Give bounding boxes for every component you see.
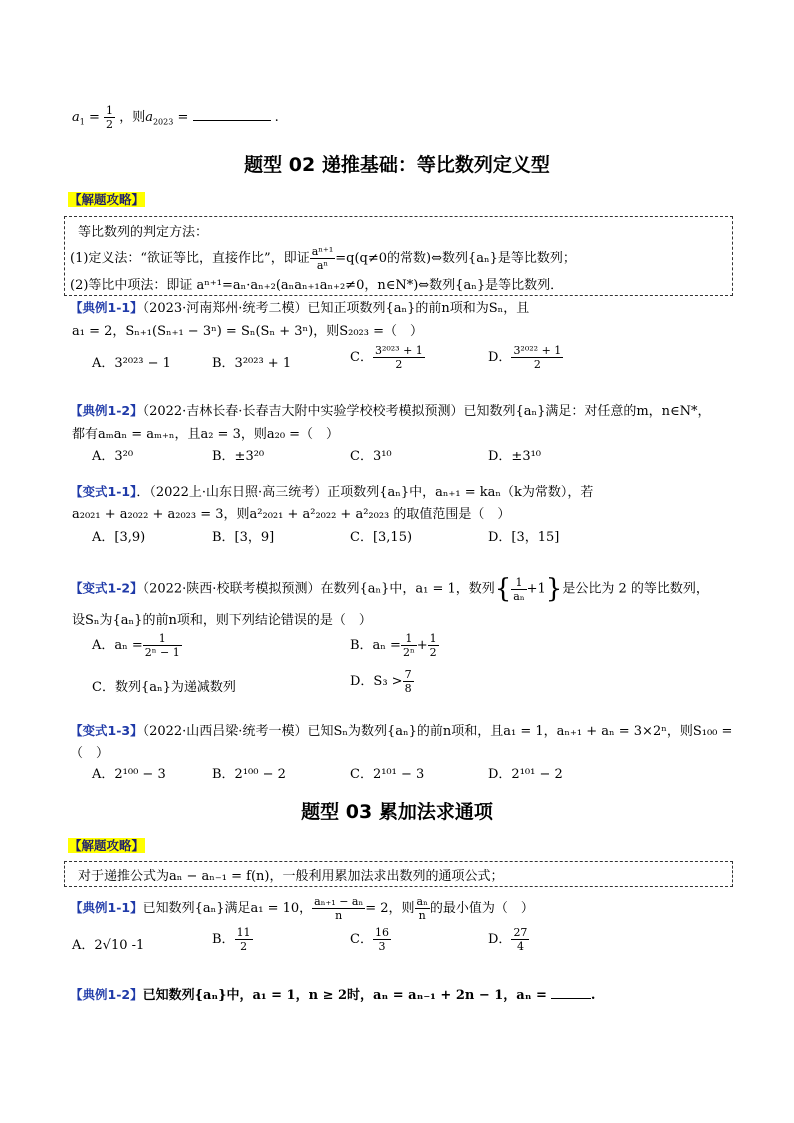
option-a[interactable]: A．3²⁰ xyxy=(92,449,134,464)
variant-1-3 xyxy=(70,720,732,739)
d-fraction xyxy=(511,344,563,371)
d-n: 27 xyxy=(513,926,528,939)
a-label: A．aₙ = xyxy=(92,638,143,653)
tag-text: 【解题攻略】 xyxy=(69,838,145,853)
variant-1-3-line2: （ ） xyxy=(70,746,110,761)
option-b[interactable]: B．3²⁰²³ + 1 xyxy=(212,356,292,371)
c-label: C． xyxy=(350,350,373,365)
brace-close: } xyxy=(545,574,563,604)
option-d[interactable]: D．±3¹⁰ xyxy=(488,449,542,464)
b-n1: 1 xyxy=(401,632,417,646)
section-03-tag xyxy=(68,836,145,854)
d-fraction xyxy=(403,668,414,695)
top-line xyxy=(72,104,279,131)
option-d[interactable] xyxy=(488,926,529,953)
d-label: D．S₃ > xyxy=(350,674,403,689)
ex-text-a: 已知数列{aₙ}满足a₁ = 10， xyxy=(142,901,313,916)
eq-sign: = xyxy=(89,110,100,125)
c-d: 2 xyxy=(395,358,403,371)
variant-1-2 xyxy=(70,574,709,604)
variant-1-1-line2: a₂₀₂₁ + a₂₀₂₂ + a₂₀₂₃ = 3，则a²₂₀₂₁ + a²₂₀₂₂ + a²₂₀₂₃ 的取值范围是（ ） xyxy=(72,507,511,522)
option-a[interactable]: A．2¹⁰⁰ − 3 xyxy=(92,767,166,782)
option-b[interactable] xyxy=(350,632,439,659)
fraction-half xyxy=(104,104,115,131)
b-d1: 2ⁿ xyxy=(402,646,415,659)
option-c[interactable]: C．数列{aₙ}为递减数列 xyxy=(92,680,236,695)
ex-tag: 【典例1-2】 xyxy=(70,403,143,418)
d-label: D． xyxy=(488,932,512,947)
b-n2: 1 xyxy=(429,632,437,645)
ex-text: （2023·河南郑州·统考二模）已知正项数列{aₙ}的前n项和为Sₙ，且 xyxy=(142,301,530,316)
example-1-1 xyxy=(70,297,529,316)
variant-1-2-line2: 设Sₙ为{aₙ}的前n项和，则下列结论错误的是（ ） xyxy=(72,613,372,628)
c-fraction xyxy=(373,926,391,953)
d-n: 3²⁰²² + 1 xyxy=(513,344,562,357)
ex-tag: 【典例1-1】 xyxy=(70,300,143,315)
d-label: D． xyxy=(488,350,512,365)
d-fraction xyxy=(511,926,529,953)
top-mid: ，则 xyxy=(119,110,146,125)
b-label: B．aₙ = xyxy=(350,638,401,653)
top-end: . xyxy=(274,110,279,125)
option-c[interactable]: C．[3,15) xyxy=(350,530,413,545)
eq-sign-2: = xyxy=(177,110,189,125)
brace-n: 1 xyxy=(511,576,526,590)
a-fraction xyxy=(143,632,182,659)
frac-den: 2 xyxy=(106,118,114,131)
ex-tag: 【变式1-2】 xyxy=(70,580,143,596)
rule1-fn: aⁿ⁺¹ xyxy=(311,245,334,258)
example-1-1-line2: a₁ = 2，Sₙ₊₁(Sₙ₊₁ − 3ⁿ) = Sₙ(Sₙ + 3ⁿ)，则S₂₀₂₃ =（ ） xyxy=(72,324,423,339)
tag-text: 【解题攻略】 xyxy=(69,192,145,207)
ex-tag: 【典例1-2】 xyxy=(70,987,143,1002)
c-fraction xyxy=(373,344,425,371)
d-d: 4 xyxy=(516,940,524,953)
section-02-title: 题型 02 递推基础：等比数列定义型 xyxy=(244,154,550,176)
b-fraction-2 xyxy=(428,632,439,659)
option-c[interactable]: C．2¹⁰¹ − 3 xyxy=(350,767,425,782)
ex-text: （2022·山西吕梁·统考一模）已知Sₙ为数列{aₙ}的前n项和，且a₁ = 1，aₙ₊₁ + aₙ = 3×2ⁿ，则S₁₀₀ = xyxy=(142,724,733,739)
sub-1: 1 xyxy=(79,117,85,127)
d-d: 2 xyxy=(533,358,541,371)
ex-text-c: 的最小值为（ ） xyxy=(429,901,534,916)
option-c[interactable]: C．3¹⁰ xyxy=(350,449,392,464)
ex-text: （2022·吉林长春·长春吉大附中实验学校校考模拟预测）已知数列{aₙ}满足：对任意的m，n∈N*， xyxy=(142,404,711,419)
option-a[interactable]: A．[3,9) xyxy=(92,530,146,545)
brace-d: aₙ xyxy=(513,589,525,603)
option-c[interactable] xyxy=(350,926,391,953)
example-1-2 xyxy=(70,400,711,419)
option-d[interactable]: D．[3，15] xyxy=(488,530,560,545)
box-text: 对于递推公式为aₙ − aₙ₋₁ = f(n)，一般利用累加法求出数列的通项公式； xyxy=(78,869,504,884)
rule-geometric-mean: (2)等比中项法：即证 aⁿ⁺¹=aₙ·aₙ₊₂(aₙaₙ₊₁aₙ₊₂≠0，n∈N*)⇔数列{aₙ}是等比数列． xyxy=(70,278,564,293)
option-a[interactable]: A．2√10 -1 xyxy=(72,938,145,953)
b-fraction xyxy=(235,926,253,953)
option-b[interactable]: B．2¹⁰⁰ − 2 xyxy=(212,767,286,782)
example-03-1-1 xyxy=(70,895,534,922)
b-fraction-1 xyxy=(401,632,417,659)
b-n: 11 xyxy=(236,926,251,939)
option-c[interactable] xyxy=(350,344,425,371)
fn2: aₙ xyxy=(416,895,428,908)
c-n: 3²⁰²³ + 1 xyxy=(374,344,423,357)
option-b[interactable] xyxy=(212,926,253,953)
b-d: 2 xyxy=(240,940,248,953)
option-d[interactable]: D．2¹⁰¹ − 2 xyxy=(488,767,563,782)
ex-fraction-1 xyxy=(312,895,365,922)
answer-blank[interactable] xyxy=(551,998,591,999)
a-d: 2ⁿ − 1 xyxy=(144,646,180,659)
ex-text-b: = 2，则 xyxy=(365,901,415,916)
c-d: 3 xyxy=(378,940,386,953)
box-title: 等比数列的判定方法： xyxy=(78,225,209,240)
brace-plus: +1 xyxy=(526,581,546,597)
ex-tag: 【变式1-3】 xyxy=(70,723,143,738)
d-n: 7 xyxy=(404,668,412,681)
option-d[interactable] xyxy=(350,668,414,695)
rule1-tail: =q(q≠0的常数)⇔数列{aₙ}是等比数列； xyxy=(335,251,576,266)
ex-text: 已知数列{aₙ}中，a₁ = 1，n ≥ 2时，aₙ = aₙ₋₁ + 2n − 1，aₙ = xyxy=(142,988,547,1003)
ex-tag: 【变式1-1】 xyxy=(70,484,137,499)
example-03-1-2 xyxy=(70,984,595,1003)
option-b[interactable]: B．±3²⁰ xyxy=(212,449,265,464)
b-d2: 2 xyxy=(429,646,437,659)
brace-open: { xyxy=(494,574,512,604)
fn: aₙ₊₁ − aₙ xyxy=(314,895,364,908)
brace-fraction xyxy=(511,576,526,603)
answer-blank[interactable] xyxy=(193,120,271,121)
ex-end: . xyxy=(590,988,596,1003)
b-plus: + xyxy=(416,638,428,653)
section-02-tag xyxy=(68,190,145,208)
ex-text: （2022·陕西·校联考模拟预测）在数列{aₙ}中，a₁ = 1，数列 xyxy=(142,581,495,597)
frac-num: 1 xyxy=(106,104,114,117)
option-a[interactable] xyxy=(92,632,182,659)
a-n: 1 xyxy=(143,632,182,646)
fd: n xyxy=(335,909,343,922)
var-a: a xyxy=(72,110,80,125)
ex-tail: 是公比为 2 的等比数列， xyxy=(562,581,709,597)
option-d[interactable] xyxy=(488,344,563,371)
section-03-title: 题型 03 累加法求通项 xyxy=(301,801,493,823)
variant-1-1 xyxy=(70,481,593,500)
fd2: n xyxy=(418,909,426,922)
option-a[interactable]: A．3²⁰²³ − 1 xyxy=(92,356,171,371)
b-label: B． xyxy=(212,932,235,947)
rule-definition xyxy=(70,245,576,272)
rule1-fd: aⁿ xyxy=(316,259,329,272)
example-1-2-line2: 都有aₘaₙ = aₘ₊ₙ，且a₂ = 3，则a₂₀ =（ ） xyxy=(72,427,340,442)
option-b[interactable]: B．[3，9] xyxy=(212,530,275,545)
ex-fraction-2 xyxy=(415,895,430,922)
rule1-fraction xyxy=(310,245,336,272)
var-a-target: a xyxy=(145,110,153,125)
rule1-text: (1)定义法：“欲证等比，直接作比”，即证 xyxy=(70,251,310,266)
target-sub: 2023 xyxy=(152,117,174,127)
ex-tag: 【典例1-1】 xyxy=(70,900,143,915)
ex-text: ．（2022上·山东日照·高三统考）正项数列{aₙ}中，aₙ₊₁ = kaₙ（k为常数），若 xyxy=(136,485,594,500)
d-d: 8 xyxy=(404,682,412,695)
c-n: 16 xyxy=(374,926,389,939)
c-label: C． xyxy=(350,932,373,947)
